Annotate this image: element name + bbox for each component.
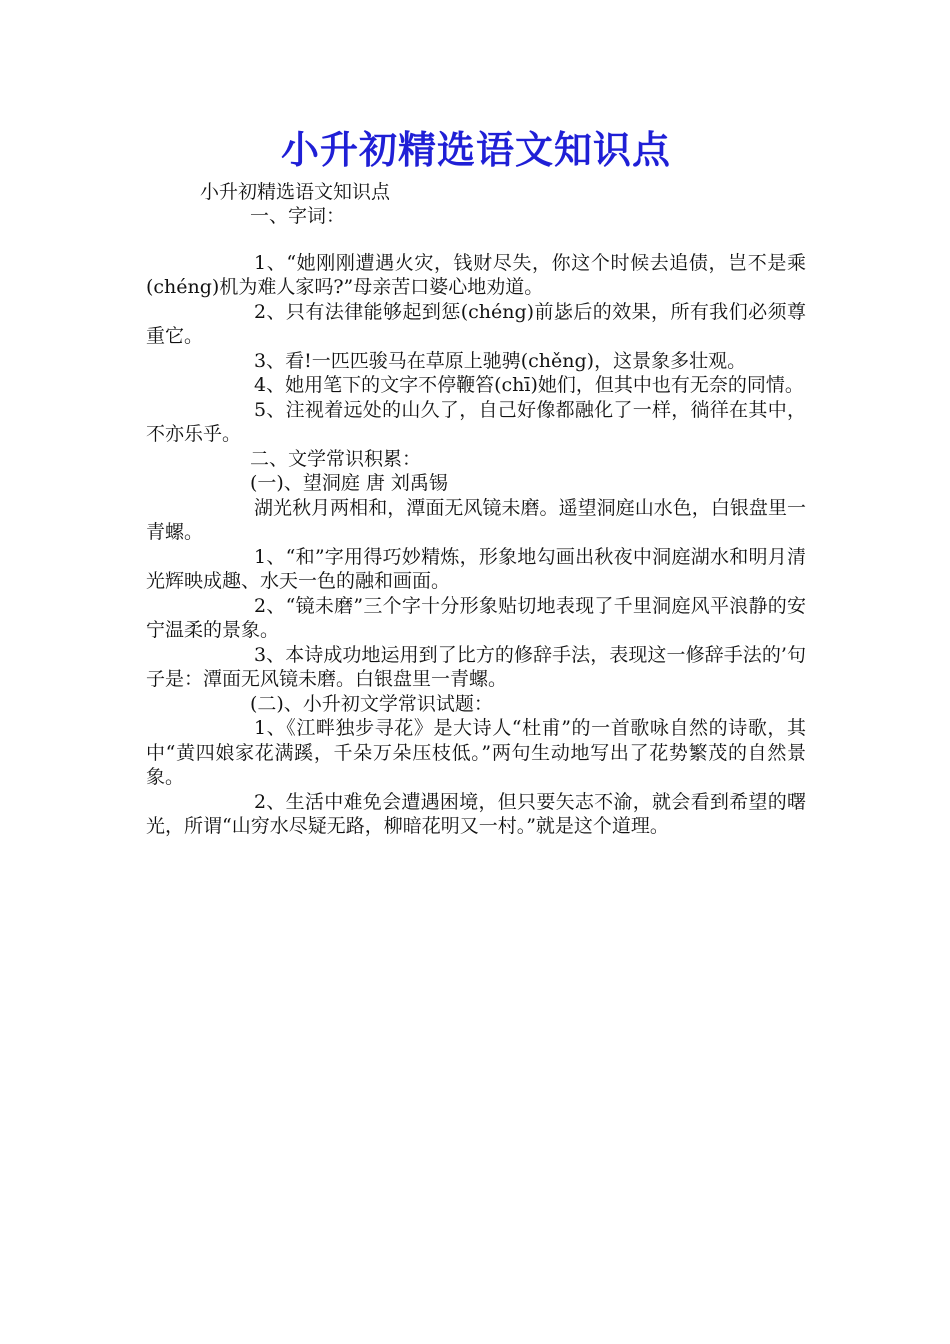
paragraph-words-5: 5、注视着远处的山久了，自己好像都融化了一样，徜徉在其中，不亦乐乎。 <box>146 398 806 445</box>
paragraph-poem-1: 1、“和”字用得巧妙精炼，形象地勾画出秋夜中洞庭湖水和明月清光辉映成趣、水天一色的融和画面。 <box>146 545 806 592</box>
subsection-heading-poem: (一)、望洞庭 唐 刘禹锡 <box>250 472 448 494</box>
paragraph-words-1: 1、“她刚刚遭遇火灾，钱财尽失，你这个时候去追债，岂不是乘(chéng)机为难人家吗?”母亲苦口婆心地劝道。 <box>146 251 806 298</box>
paragraph-poem-3: 3、本诗成功地运用到了比方的修辞手法，表现这一修辞手法的’句子是：潭面无风镜未磨。白银盘里一青螺。 <box>146 643 806 690</box>
paragraph-words-2: 2、只有法律能够起到惩(chéng)前毖后的效果，所有我们必须尊重它。 <box>146 300 806 347</box>
poem-text: 湖光秋月两相和，潭面无风镜未磨。遥望洞庭山水色，白银盘里一青螺。 <box>146 496 806 543</box>
document-title: 小升初精选语文知识点 <box>280 128 671 172</box>
paragraph-words-4: 4、她用笔下的文字不停鞭笞(chī)她们，但其中也有无奈的同情。 <box>254 374 804 396</box>
section-heading-literature: 二、文学常识积累： <box>250 447 422 470</box>
document-subtitle: 小升初精选语文知识点 <box>200 181 391 203</box>
subsection-heading-quiz: (二)、小升初文学常识试题： <box>250 692 493 715</box>
paragraph-quiz-1: 1、《江畔独步寻花》是大诗人“杜甫”的一首歌咏自然的诗歌，其中“黄四娘家花满蹊，千朵万朵压枝低。”两句生动地写出了花势繁茂的自然景象。 <box>146 717 806 788</box>
spacer <box>146 229 806 251</box>
paragraph-words-3: 3、看!一匹匹骏马在草原上驰骋(chěng)，这景象多壮观。 <box>254 349 747 372</box>
paragraph-quiz-2: 2、生活中难免会遭遇困境，但只要矢志不渝，就会看到希望的曙光，所谓“山穷水尽疑无路，柳暗花明又一村。”就是这个道理。 <box>146 790 806 837</box>
paragraph-poem-2: 2、“镜未磨”三个字十分形象贴切地表现了千里洞庭风平浪静的安宁温柔的景象。 <box>146 594 806 641</box>
document-page <box>146 120 806 839</box>
section-heading-words: 一、字词： <box>250 205 346 227</box>
